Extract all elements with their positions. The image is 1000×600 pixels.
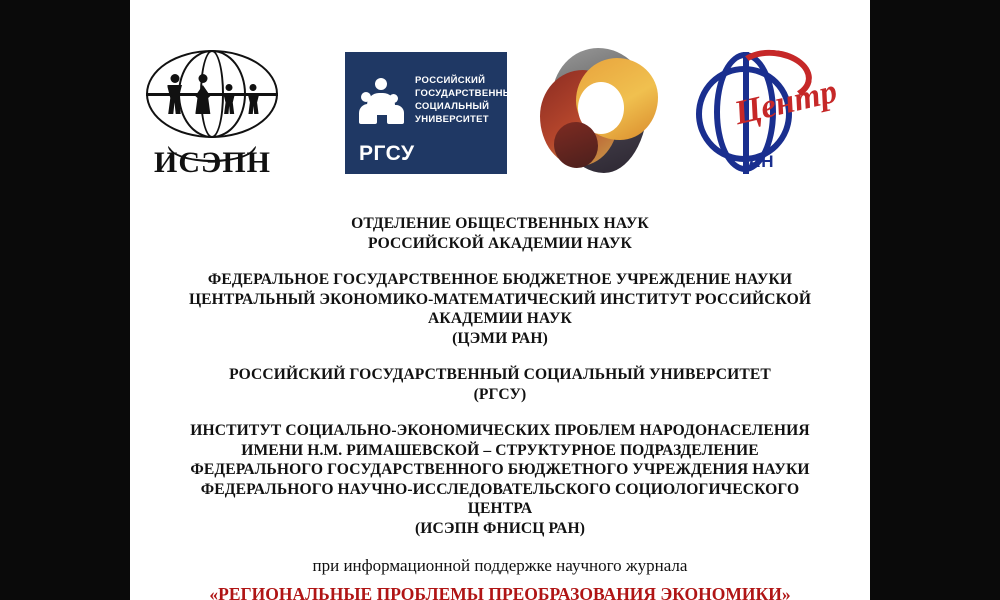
child-figure-icon [223,84,236,114]
cemi-ran-logo [530,48,670,173]
rgsu-abbreviation: РГСУ [359,142,415,165]
emblem-dark-shape [554,122,598,168]
child-figure-icon [247,84,260,114]
rgsu-logo [345,52,520,174]
rgsu-name-line: УНИВЕРСИТЕТ [415,114,489,125]
globe-icon [130,50,295,142]
logo-row [130,40,870,185]
centre-wordmark: Центр [731,72,841,133]
person-figure-icon [194,74,211,114]
rgsu-name-line: РОССИЙСКИЙ [415,75,486,86]
left-letterbox-bar [0,0,130,600]
organization-text-block [130,214,870,600]
rgsu-name-line: СОЦИАЛЬНЫЙ [415,101,490,112]
person-figure-icon [166,74,183,114]
organization-paragraph: ОТДЕЛЕНИЕ ОБЩЕСТВЕННЫХ НАУК РОССИЙСКОЙ АКАДЕМИИ НАУК [351,215,649,252]
rgsu-people-icon [359,78,407,136]
organization-paragraph: ФЕДЕРАЛЬНОЕ ГОСУДАРСТВЕННОЕ БЮДЖЕТНОЕ УЧРЕЖДЕНИЕ НАУКИ ЦЕНТРАЛЬНЫЙ ЭКОНОМИКО-МАТЕМАТИЧЕСКИЙ ИНСТИТУТ РОССИЙСКОЙ АКАДЕМИИ НАУК (ЦЭМИ РАН) [188,271,812,347]
isepn-abbreviation: ИСЭПН [153,146,272,179]
rgsu-name-line: ГОСУДАРСТВЕННЫЙ [415,88,520,99]
fnisc-centre-logo [690,48,870,178]
family-figures-icon [166,68,260,114]
isepn-globe-logo [130,50,295,180]
rgsu-name-lines [415,74,520,126]
organization-paragraph: ИНСТИТУТ СОЦИАЛЬНО-ЭКОНОМИЧЕСКИХ ПРОБЛЕМ НАРОДОНАСЕЛЕНИЯ ИМЕНИ Н.М. РИМАШЕВСКОЙ – СТРУКТУРНОЕ ПОДРАЗДЕЛЕНИЕ ФЕДЕРАЛЬНОГО ГОСУДАРСТВЕННОГО БЮДЖЕТНОГО УЧРЕЖДЕНИЯ НАУКИ ФЕДЕРАЛЬНОГО НАУЧНО-ИССЛЕДОВАТЕЛЬСКОГО СОЦИОЛОГИЧЕСКОГО ЦЕНТРА (ИСЭПН ФНИСЦ РАН) [190,422,810,537]
right-letterbox-bar [870,0,1000,600]
organization-paragraph: РОССИЙСКИЙ ГОСУДАРСТВЕННЫЙ СОЦИАЛЬНЫЙ УНИВЕРСИТЕТ (РГСУ) [229,366,771,403]
centre-ran-suffix: АН [748,152,775,171]
support-line: при информационной поддержке научного журнала [312,556,688,575]
journal-title: «РЕГИОНАЛЬНЫЕ ПРОБЛЕМЫ ПРЕОБРАЗОВАНИЯ ЭКОНОМИКИ» [209,584,791,600]
document-content [130,0,870,600]
